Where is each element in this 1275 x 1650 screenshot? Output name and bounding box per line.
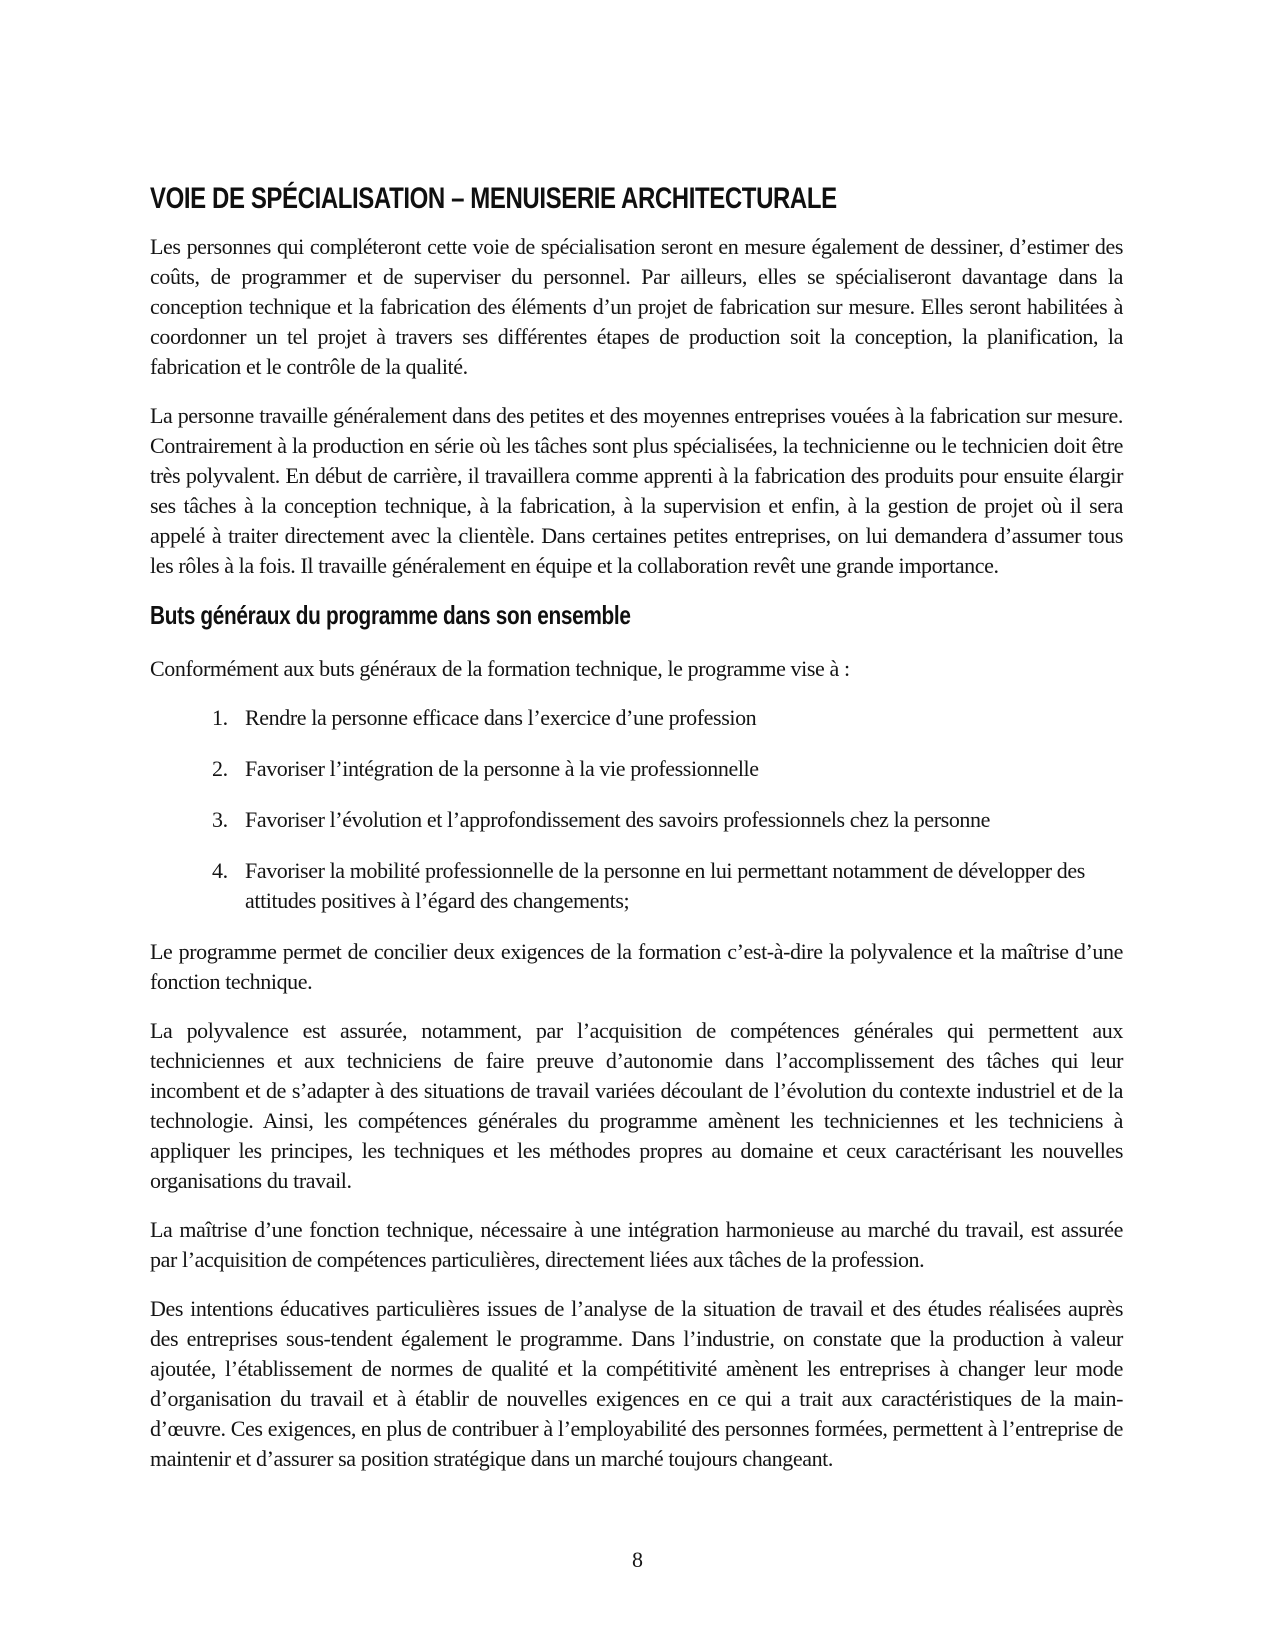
intro-paragraph-1: Les personnes qui compléteront cette voie de spécialisation seront en mesure également de dessiner, d’estimer des coûts, de programmer et de superviser du personnel. Par ailleurs, elles se spécialiseront davantage dans la conception technique et la fabrication des éléments d’un projet de fabrication sur mesure. Elles seront habilitées à coordonner un tel projet à travers ses différentes étapes de production soit la conception, la planification, la fabrication et le contrôle de la qualité. bbox=[150, 234, 1123, 379]
goal-text-2: Favoriser l’intégration de la personne à la vie professionnelle bbox=[245, 756, 759, 781]
goal-item-1 bbox=[212, 703, 1123, 733]
goal-number-4: 4. bbox=[212, 858, 228, 883]
body-paragraph-3: La maîtrise d’une fonction technique, nécessaire à une intégration harmonieuse au marché du travail, est assurée par l’acquisition de compétences particulières, directement liées aux tâches de la profession. bbox=[150, 1217, 1123, 1272]
goal-item-4 bbox=[212, 856, 1123, 916]
goal-number-2: 2. bbox=[212, 756, 228, 781]
section-heading: Buts généraux du programme dans son ensemble bbox=[150, 600, 631, 630]
goal-item-2 bbox=[212, 754, 1123, 784]
document-content bbox=[150, 182, 1123, 1493]
section-intro-paragraph: Conformément aux buts généraux de la formation technique, le programme vise à : bbox=[150, 656, 850, 681]
body-paragraph-2: La polyvalence est assurée, notamment, par l’acquisition de compétences générales qui permettent aux techniciennes et aux techniciens de faire preuve d’autonomie dans l’accomplissement des tâches qui leur incombent et de s’adapter à des situations de travail variées découlant de l’évolution du contexte industriel et de la technologie. Ainsi, les compétences générales du programme amènent les techniciennes et les techniciens à appliquer les principes, les techniques et les méthodes propres au domaine et ceux caractérisant les nouvelles organisations du travail. bbox=[150, 1018, 1123, 1193]
goal-number-1: 1. bbox=[212, 705, 228, 730]
goals-list bbox=[150, 703, 1123, 916]
goal-text-1: Rendre la personne efficace dans l’exercice d’une profession bbox=[245, 705, 757, 730]
body-paragraph-4: Des intentions éducatives particulières issues de l’analyse de la situation de travail et des études réalisées auprès des entreprises sous-tendent également le programme. Dans l’industrie, on constate que la production à valeur ajoutée, l’établissement de normes de qualité et la compétitivité amènent les entreprises à changer leur mode d’organisation du travail et à établir de nouvelles exigences en ce qui a trait aux caractéristiques de la main-d’œuvre. Ces exigences, en plus de contribuer à l’employabilité des personnes formées, permettent à l’entreprise de maintenir et d’assurer sa position stratégique dans un marché toujours changeant. bbox=[150, 1296, 1123, 1471]
body-paragraph-1: Le programme permet de concilier deux exigences de la formation c’est-à-dire la polyvalence et la maîtrise d’une fonction technique. bbox=[150, 939, 1123, 994]
page-number: 8 bbox=[632, 1547, 643, 1572]
document-title: VOIE DE SPÉCIALISATION – MENUISERIE ARCHITECTURALE bbox=[150, 182, 837, 215]
goal-text-4: Favoriser la mobilité professionnelle de la personne en lui permettant notamment de développer des attitudes positives à l’égard des changements; bbox=[245, 858, 1085, 913]
goal-item-3 bbox=[212, 805, 1123, 835]
goal-text-3: Favoriser l’évolution et l’approfondissement des savoirs professionnels chez la personne bbox=[245, 807, 990, 832]
intro-paragraph-2: La personne travaille généralement dans des petites et des moyennes entreprises vouées à la fabrication sur mesure. Contrairement à la production en série où les tâches sont plus spécialisées, la technicienne ou le technicien doit être très polyvalent. En début de carrière, il travaillera comme apprenti à la fabrication des produits pour ensuite élargir ses tâches à la conception technique, à la fabrication, à la supervision et enfin, à la gestion de projet où il sera appelé à traiter directement avec la clientèle. Dans certaines petites entreprises, on lui demandera d’assumer tous les rôles à la fois. Il travaille généralement en équipe et la collaboration revêt une grande importance. bbox=[150, 403, 1123, 578]
goal-number-3: 3. bbox=[212, 807, 228, 832]
